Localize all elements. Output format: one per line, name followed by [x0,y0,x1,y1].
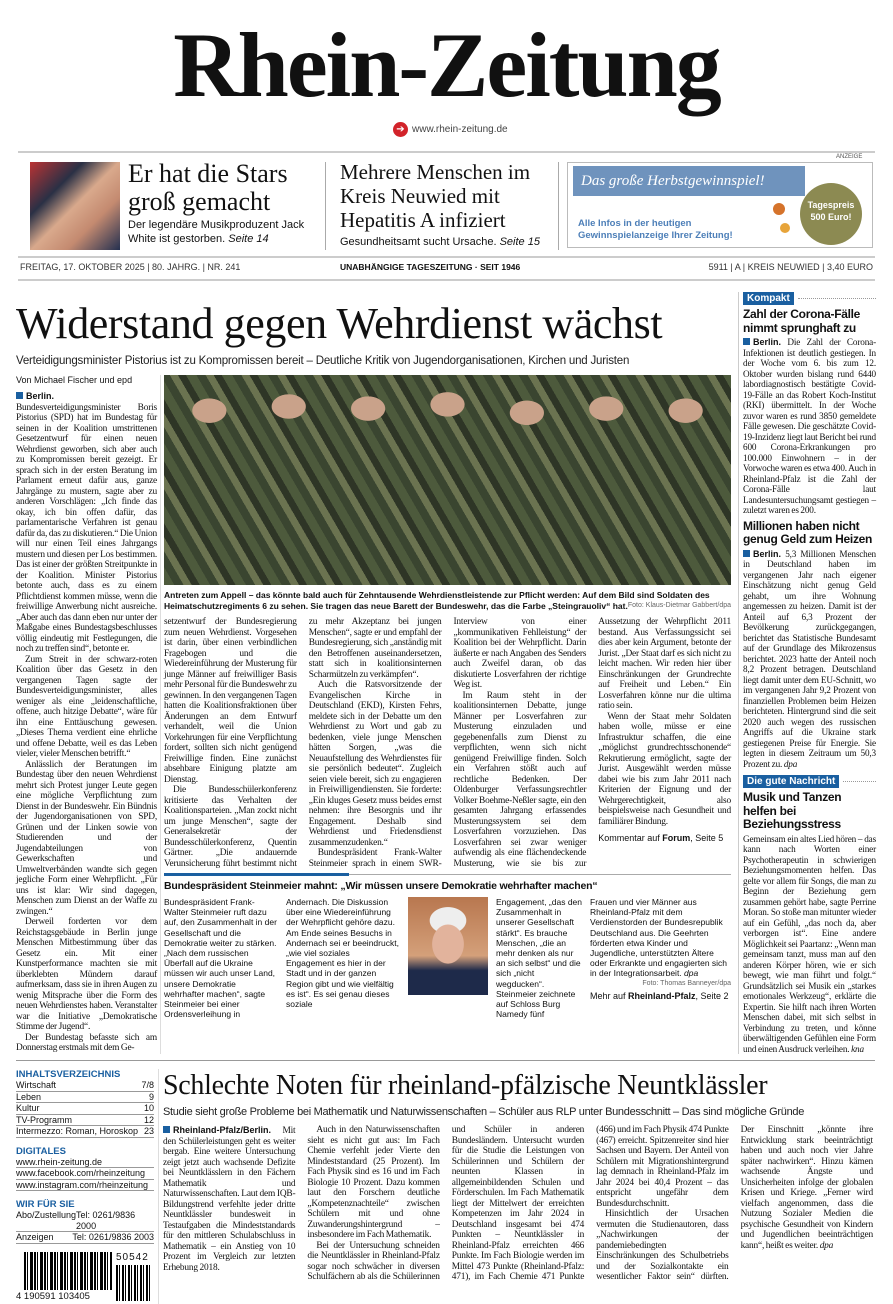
ad-label: ANZEIGE [836,154,863,160]
second-subline: Studie sieht große Probleme bei Mathematik und Naturwissenschaften – Schüler aus RLP unter Bundesschnitt – Das sind mögliche Gründe [163,1106,805,1118]
service-row: Abo/Zustellung Tel: 0261/9836 2000 [16,1210,154,1232]
teaser-headline: Mehrere Menschen im Kreis Neuwied mit Hepatitis A infiziert [340,160,531,232]
digital-title: DIGITALES [16,1145,66,1157]
main-row [16,292,875,1054]
steinmeier-ref[interactable]: Mehr auf Rheinland-Pfalz, Seite 2 [590,990,729,1001]
teaser-1[interactable] [128,160,320,246]
barcode-addon-bars [116,1265,152,1301]
lead-byline: Von Michael Fischer und epd [16,375,133,385]
blue-square-icon [743,338,750,345]
steinmeier-text-b: Engagement, „das den Zusammenhalt in unserer Gesellschaft stärkt“. Es brauche Menschen, „die an mehr denken als nur an sich selbst“ und die sich „nicht wegducken“. Steinmeier zeichnete auf Schloss Burg Namedy fünf [496,897,583,1020]
good-news-label: Die gute Nachricht [743,775,839,788]
steinmeier-text-c: Frauen und vier Männer aus Rheinland-Pfalz mit dem Verdienstorden der Bundesrepublik Deutschland aus. Die Geehrten förderten etwa Kinder und Jugendliche, unterstützten Ältere oder Erkrankte und engagierten sich in der Integrationsarbeit. dpa Foto: Thomas Banneyer/dpa Mehr auf Rheinland-Pfalz, Seite 2 [590,897,731,1001]
dateline-right: 5911 | A | KREIS NEUWIED | 3,40 EURO [708,262,873,272]
teaser-page-ref: Seite 14 [228,232,269,245]
divider [16,1060,875,1061]
lead-photo-caption: Antreten zum Appell – das könnte bald auch für Zehntausende Wehrdienstleistende zur Pflicht werden: Auf dem Bild sind Soldaten des Heimatschutzregiments 6 zu sehen. Sie tragen das neue Barett der Bundeswehr, das die Farbe „Steingrauoliv“ hat. Foto: Klaus-Dietmar Gabbert/dpa [164,590,731,611]
lead-left-column: Von Michael Fischer und epd Berlin. Bundesverteidigungsminister Boris Pistorius (SPD) hat im Bundestag für seinen in der Koalition umstrittenen Gesetzentwurf für einen neuen Wehrdienst geworben, sich aber auch zu Kompromissen bereit gezeigt. Er sprach sich in der ersten Beratung im Parlament erneut dafür aus, ganze Jahrgänge zu mustern, sagte aber zu anderen Vorschlägen: „Ich finde das okay, ich bin offen dafür, das parlamentarische Verfahren ist genau dafür da, das zu diskutieren.“ Die Union will nur einen Teil eines Jahrgangs mustern und diesen per Los bestimmen. Das ist einer der größten Streitpunkte in der Koalition. Minister Pistorius betonte auch, dass es zu einem Pflichtdienst kommen müsse, wenn die freiwillige Anwerbung nicht ausreiche. „Aber auch das dann eben nur unter der Maßgabe eines Bundestagsbeschlusses völlig eindeutig mit Festlegungen, die noch zu treffen sind“, betonte er. Zum Streit in der schwarz-roten Koalition über das Gesetz in den vergangenen Tagen sagte der Bundesverteidigungsminister, alles weniger als eine „leidenschaftliche, offene, auch hitzige Debatte“, wäre für ihn eine Enttäuschung gewesen. „Dieses Thema verdient eine ehrliche und offene Debatte, weil es das Leben vieler, vieler Menschen betrifft.“ Anlässlich der Beratungen im Bundestag über den neuen Wehrdienst mehrt sich Protest junger Leute gegen eine mögliche Verpflichtung zum Dienst in der Bundeswehr. Ein Bündnis der Jugendorganisationen von SPD, Grünen und der Linken sowie von Studierenden und der Jugendabteilungen von Gewerkschaften und Umweltverbänden wandte sich gegen jegliche Form einer Wehrpflicht. „Für uns ist klar: Wir sind dagegen, Menschen zum Dienst an der Waffe zu zwingen.“ Derweil forderten vor dem Reichstagsgebäude in Berlin junge Menschen Mitbestimmung über das Gesetz ein. Mit einer Kunstperformance machten sie mit überklebten Mündern darauf aufmerksam, dass sie in ihren Augen zu wenig Mitsprache über die Form des neuen Wehrdienstes haben. Veranstalter war die Initiative „Demokratische Stimme der Jugend“. Der Bundestag befasste sich am Donnerstag erstmals mit dem Ge- [16,375,157,1053]
index-box [16,1069,154,1304]
divider-accent [164,873,349,876]
lead-columns: setzentwurf der Bundesregierung zum neuen Wehrdienst. Vorgesehen ist darin, über einen verbindlichen Fragebogen und die Wiedereinführung der Musterung für junge Männer auf freiwilliger Basis mehr Personal für die Bundeswehr zu gewinnen. In den vergangenen Tagen hatten die Koalitionsfraktionen über Änderungen an dem Entwurf verhandelt, weil die Union Vorkehrungen für eine Verpflichtung fordert, sollten sich nicht genügend Freiwillige finden. Eine zunächst absehbare Einigung platzte am Dienstag. Die Bundesschülerkonferenz kritisierte das Verhalten der Koalitionsparteien. „Man zockt nicht um junge Menschen“, sagte der Generalsekretär der Bundesschülerkonferenz, Quentin Gärtner. „Die andauernde Verunsicherung führt bestimmt nicht zu mehr Akzeptanz bei jungen Menschen“, sagte er und empfahl der Bundesregierung, sich „anständig mit den Betroffenen auseinandersetzen, statt sich in koalitionsinternen Scharmützeln zu verkämpfen“. Auch die Ratsvorsitzende der Evangelischen Kirche in Deutschland (EKD), Kirsten Fehrs, meldete sich in der Debatte um den Wehrdienst zu Wort und gab zu bedenken, viele junge Menschen hätten Sorgen, „was die Neuaufstellung des Wehrdienstes für sie persönlich bedeutet“. Zugleich seien viele bereit, sich zu engagieren in Freiwilligendiensten. Sie forderte: „Ein kluges Gesetz muss beides ernst nehmen: ihre Besorgnis und ihr Engagement. Deshalb sind Wehrdienst und Friedensdienst zusammenzudenken.“ Bundespräsident Frank-Walter Steinmeier sprach in einem SWR-Interview von einer „kommunikativen Fehlleistung“ der Koalition bei der Wehrpflicht. Darin äußerte er nach Angaben des Senders auch Zweifel daran, ob das diskutierte Losverfahren der richtige Weg ist. Im Raum steht in der koalitionsinternen Debatte, junge Männer per Losverfahren zur Musterung einzuladen und gegebenenfalls zum Dienst zu verpflichten, wenn sich nicht genügend Freiwillige finden. Solch ein Verfahren stößt auch auf rechtliche Bedenken. Der Oldenburger Verfassungsrechtler Volker Boehme-Neßler sagte, ein den gesamten Jahrgang erfassendes Musterungssystem sei dem Losverfahren vorzuziehen. Das Losverfahren sei zwar weniger aufwendig als eine flächendeckende Musterung, wie sie bis zur Aussetzung der Wehrpflicht 2011 bestand. Aus Verfassungssicht sei dies aber kein Argument, betonte der Jurist. „Der Staat darf es sich nicht zu leicht machen. Wir reden hier über Einschränkungen der Grundrechte auf Freiheit und Leben.“ Ein Losverfahren könne nur die ultima ratio sein. Wenn der Staat mehr Soldaten haben wolle, müsse er eine Infrastruktur schaffen, die eine „möglichst grundrechtsschonende“ Rekrutierung ermöglicht, sagte der Jurist. Ausgewählt werden müsse dabei wie bis zum Jahr 2011 nach Kriterien der Eignung und der Wehrgerechtigkeit, also beispielsweise nach Gesundheit und familiärer Bindung. Kommentar auf Forum, Seite 5 [164,617,731,869]
divider [160,375,161,1054]
kompakt-label: Kompakt [743,292,794,305]
divider [164,874,731,875]
sidebar-good-news[interactable]: Musik und Tanzen helfen bei Beziehungsstress Gemeinsam ein altes Lied hören – das kann nach Worten einer Psychotherapeutin in schwierigen Beziehungsmomenten helfen. Das gelte vor allem für Songs, die man zu Beginn der Beziehung gern zusammen gehört habe, sagte Perrine Moran. So stoße man mitunter wieder auf ein Gefühl, „das noch da, aber verborgen ist“. Eine andere Möglichkeit sei Paartanz: „Wenn man gemeinsam tanzt, muss man auf den anderen Körper hören, wie er sich bewegt, wie man führt und folgt.“ Grundsätzlich sei Musik ein „starkes emotionales Werkzeug“, erklärte die Expertin. Sie hilft nach ihren Worten Menschen dabei, mit sich selbst in Verbindung zu treten, und könne überwältigenden Gefühlen eine Form und einen Ausdruck verleihen. kna [743,790,876,1054]
masthead-logo: Rhein-Zeitung [173,14,720,116]
toc-row[interactable]: Kultur 10 [16,1103,154,1113]
digital-link[interactable]: www.rhein-zeitung.de [16,1157,154,1169]
divider [843,781,876,782]
service-title: WIR FÜR SIE [16,1199,75,1210]
masthead [0,15,893,115]
lead-center [164,375,731,1019]
arrow-right-circle-icon: ➔ [393,122,408,137]
blue-square-icon [743,550,750,557]
lead-subline: Verteidigungsminister Pistorius ist zu Kompromissen bereit – Deutliche Kritik von Jugendorganisationen, Kirchen und Juristen [16,355,630,367]
toc-row[interactable]: TV-Programm 12 [16,1114,154,1125]
ad-badge: Tagespreis 500 Euro! [800,183,862,245]
sidebar-article[interactable]: Zahl der Corona-Fälle nimmt sprunghaft zu Berlin. Die Zahl der Corona-Infektionen ist deutlich gestiegen. In der Woche vom 6. bis zum 12. Oktober wurden bislang rund 6440 labordiagnostisch bestätigte Covid-19-Fälle an das Robert Koch-Institut (RKI) übermittelt. In der Woche zuvor waren es rund 3850 gemeldete Fälle gewesen. Die geschätzte Covid-19-Inzidenz liegt laut Bericht bei rund 600 Corona-Erkrankungen pro 100.000 Einwohnern – in der Vorwoche waren es etwa 400. Auch in Rheinland-Pfalz ist die Zahl der Corona-Fälle laut Landesuntersuchungsamt gestiegen – zuletzt waren es 200. [743,307,876,515]
lead-body [16,375,735,1054]
sidebar [743,292,876,1054]
lead-photo-soldiers[interactable] [164,375,731,585]
page-body [16,292,875,1304]
toc-row[interactable]: Wirtschaft 7/8 [16,1080,154,1090]
barcode-bars [24,1252,112,1290]
teaser-headline: Er hat die Stars groß gemacht [128,159,288,216]
toc-row[interactable]: Leben 9 [16,1091,154,1102]
lead-story [16,292,735,1054]
lead-comment-ref[interactable]: Kommentar auf Forum, Seite 5 [598,833,724,843]
toc-row[interactable]: Intermezzo: Roman, Horoskop 23 [16,1126,154,1136]
lead-headline[interactable]: Widerstand gegen Wehrdienst wächst [16,299,663,348]
barcode-number: 4 190591 103405 [16,1290,90,1302]
divider [558,162,559,250]
ad-gewinnspiel[interactable] [567,162,873,248]
teaser-text: Der legendäre Musikproduzent Jack White ist gestorben. [128,219,305,245]
teaser-text: Gesundheitsamt sucht Ursache. [340,236,497,248]
divider [18,256,875,258]
sidebar-article[interactable]: Millionen haben nicht genug Geld zum Heizen Berlin. 5,3 Millionen Menschen in Deutschland haben im vergangenen Jahr nach eigener Einschätzung nicht genug Geld gehabt, um ihre Wohnung angemessen zu heizen. Damit ist der Anteil auf 6,3 Prozent der Bevölkerung zurückgegangen, berichtet das Statistische Bundesamt auf der Grundlage des Mikrozensus berichtet. 2023 hatte der Anteil noch 8,2 Prozent betragen. Deutschland liegt damit unter dem EU-Schnitt, wo im vergangenen Jahr 9,2 Prozent von finanziellen Problemen beim Heizen berichteten. Hintergrund sind die seit 2020 auch wegen des russischen Angriffs auf die Ukraine stark gestiegenen Preise für Energie. Sie legten in diesem Zeitraum um 50,3 Prozent zu. dpa [743,518,876,769]
photo-credit: Foto: Klaus-Dietmar Gabbert/dpa [627,601,731,609]
leaf-icon [780,223,790,233]
service-row: Anzeigen Tel: 0261/9836 2003 [16,1232,154,1242]
dateline-left: FREITAG, 17. OKTOBER 2025 | 80. JAHRG. | NR. 241 [20,262,241,272]
second-columns: Rheinland-Pfalz/Berlin. Mit den Schülerleistungen geht es weiter bergab. Eine weitere Untersuchung zeigt jetzt auch wachsende Defizite bei Neuntklässlern in den Fächern Mathematik und Naturwissenschaften. Laut dem IQB-Bildungstrend verfehlte jeder dritte Neuntklässler bundesweit in Testaufgaben die Mindeststandards für den mittleren Schulabschluss in Mathematik – ein Anstieg von 10 Prozent im Vergleich zur letzten Erhebung 2018. Auch in den Naturwissenschaften sieht es nicht gut aus: Im Fach Chemie verfehlt jeder Vierte den Mindeststandard (25 Prozent). Im Fach Physik sind es 16 und im Fach Biologie 10 Prozent. Dazu kommen laut den Forschern deutliche „Kompetenznachteile“ zwischen Schülern mit und ohne Zuwanderungshintergrund – insbesondere im Fach Mathematik. Bei der Untersuchung schneiden die Neuntklässler in Rheinland-Pfalz sogar noch schwächer in diversen Schulfächern ab als die Schülerinnen und Schüler in anderen Bundesländern. Untersucht wurden für die Studie die Leistungen von Schülerinnen und Schülern der neunten Klassen in allgemeinbildenden Schulen und Förderschulen. Im Fach Mathematik liegt der Mittelwert der erreichten Kompetenzen im Jahr 2024 in Deutschland insgesamt bei 474 Punkten – Neuntklässler in Rheinland-Pfalz erreichten 466 Punkte. Im Fach Biologie werden im Mittel 473 Punkte (Rheinland-Pfalz: 471), im Fach Chemie 471 Punkte (466) und im Fach Physik 474 Punkte (467) erreicht. Spitzenreiter sind hier Sachsen und Bayern. Der Anteil von Schülern mit Migrationshintergrund lag demnach in Rheinland-Pfalz im Jahr 2024 bei 40,4 Prozent – das entspricht ungefähr dem Bundesdurchschnitt. Hinsichtlich der Ursachen vermuten die Studienautoren, dass „Nachwirkungen der pandemiebedingten Einschränkungen des Schulbetriebs und der Sozialkontakte ein wesentlicher Faktor sein“ dürften. Der Einschnitt „könnte ihre Entwicklung stark beeinträchtigt haben und auch noch vier Jahre später nachwirken“. Hinzu kämen wachsende Ängste und Unsicherheiten infolge der globalen Krisen und Kriege. „Ferner wird vielfach angenommen, dass die Nutzung Sozialer Medien die psychische Gesundheit von Kindern und Jugendlichen beeinträchtigen kann“, heißt es weiter. dpa [163,1125,873,1282]
teaser-page-ref: Seite 15 [499,236,540,248]
teaser-photo-jack-white [30,162,120,250]
divider [738,292,739,1054]
steinmeier-text-a: Bundespräsident Frank-Walter Steinmeier ruft dazu auf, den Zusammenhalt in der Gesellschaft und die Demokratie weiter zu stärken. „Nach dem russischen Überfall auf die Ukraine müssen wir auch unser Land, unsere Demokratie wehrhafter machen“, sagte Steinmeier bei einer Ordensverleihung in Andernach. Die Diskussion über eine Wiedereinführung der Wehrpflicht gehöre dazu. Am Ende seines Besuchs in Andernach sei er beeindruckt, „wie viel soziales Engagement es hier in der Stadt und in der ganzen Region gibt und wie vielfältig es ist“. Es sei genau dieses soziale [164,897,399,1020]
digital-link[interactable]: www.facebook.com/rheinzeitung [16,1168,154,1180]
divider [18,279,875,281]
photo-credit: Foto: Thomas Banneyer/dpa [642,979,731,987]
ad-text: Alle Infos in der heutigen Gewinnspielanzeige Ihrer Zeitung! [578,218,733,241]
barcode [16,1252,154,1304]
steinmeier-box [164,897,731,1019]
divider [18,151,875,153]
divider [158,1069,159,1304]
steinmeier-photo [408,897,488,995]
barcode-addon: 50542 [116,1251,149,1263]
teaser-2[interactable] [340,160,552,250]
leaf-icon [773,203,785,215]
blue-square-icon [163,1126,170,1133]
second-story [163,1069,873,1283]
divider [798,298,876,299]
bottom-row [16,1069,875,1304]
blue-square-icon [16,392,23,399]
second-headline[interactable]: Schlechte Noten für rheinland-pfälzische Neuntklässler [163,1070,768,1101]
ad-banner: Das große Herbstgewinnspiel! [573,166,805,196]
masthead-url[interactable]: ➔ www.rhein-zeitung.de [393,122,508,137]
divider [325,162,326,250]
toc-title: INHALTSVERZEICHNIS [16,1069,121,1080]
dateline-center: UNABHÄNGIGE TAGESZEITUNG · SEIT 1946 [340,262,521,272]
steinmeier-headline[interactable]: Bundespräsident Steinmeier mahnt: „Wir müssen unsere Demokratie wehrhafter machen“ [164,880,598,892]
digital-link[interactable]: www.instagram.com/rheinzeitung [16,1180,154,1192]
